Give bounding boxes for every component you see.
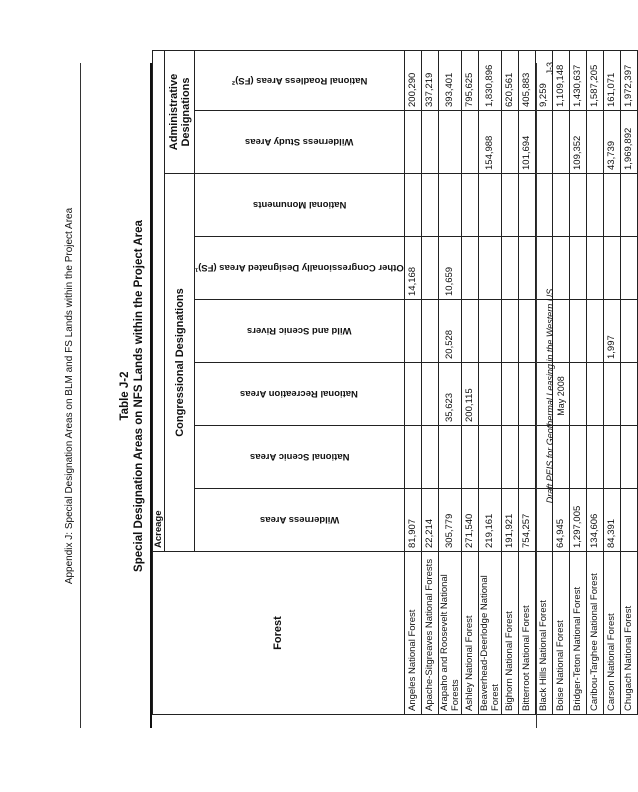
study-cell: 43,739 bbox=[603, 111, 620, 174]
wild-scenic-cell bbox=[461, 300, 478, 363]
forest-name-cell: Arapaho and Roosevelt National Forests bbox=[438, 552, 461, 715]
roadless-cell: 161,071 bbox=[603, 51, 620, 111]
other-cell bbox=[518, 237, 535, 300]
study-cell: 154,988 bbox=[478, 111, 501, 174]
other-cell bbox=[586, 237, 603, 300]
wild-scenic-cell bbox=[569, 300, 586, 363]
roadless-cell: 405,883 bbox=[518, 51, 535, 111]
col-scenic bbox=[195, 426, 405, 489]
col-wild-scenic bbox=[195, 300, 405, 363]
monuments-cell bbox=[478, 174, 501, 237]
other-cell bbox=[421, 237, 438, 300]
forest-name-cell: Bighorn National Forest bbox=[501, 552, 518, 715]
scenic-cell bbox=[461, 426, 478, 489]
wild-scenic-cell bbox=[586, 300, 603, 363]
wild-scenic-cell bbox=[501, 300, 518, 363]
monuments-cell bbox=[461, 174, 478, 237]
table-row bbox=[438, 51, 461, 715]
forest-name-cell: Black Hills National Forest bbox=[535, 552, 552, 715]
other-cell bbox=[501, 237, 518, 300]
recreation-cell bbox=[501, 363, 518, 426]
col-acreage: Acreage bbox=[153, 51, 165, 552]
study-cell bbox=[404, 111, 421, 174]
table-row bbox=[501, 51, 518, 715]
col-other-label: Other Congressionally Designated Areas (FS)¹ bbox=[195, 262, 404, 274]
study-cell: 1,969,892 bbox=[620, 111, 637, 174]
other-cell bbox=[478, 237, 501, 300]
recreation-cell bbox=[404, 363, 421, 426]
study-cell bbox=[421, 111, 438, 174]
forest-name-cell: Ashley National Forest bbox=[461, 552, 478, 715]
col-roadless-label: National Roadless Areas (FS)² bbox=[231, 75, 368, 86]
col-scenic-label: National Scenic Areas bbox=[249, 451, 350, 463]
recreation-cell bbox=[586, 363, 603, 426]
study-cell: 109,352 bbox=[569, 111, 586, 174]
table-row bbox=[586, 51, 603, 715]
recreation-cell: 200,115 bbox=[461, 363, 478, 426]
monuments-cell bbox=[438, 174, 461, 237]
monuments-cell bbox=[518, 174, 535, 237]
wild-scenic-cell: 1,997 bbox=[603, 300, 620, 363]
footer-doc-title: Draft PEIS for Geothermal Leasing in the Western US bbox=[545, 288, 555, 504]
wild-scenic-cell bbox=[404, 300, 421, 363]
roadless-cell: 1,109,148 bbox=[552, 51, 569, 111]
col-monuments-label: National Monuments bbox=[252, 199, 347, 211]
table-row bbox=[404, 51, 421, 715]
scenic-cell bbox=[518, 426, 535, 489]
page-number: J-3 bbox=[545, 62, 555, 75]
col-wilderness bbox=[195, 489, 405, 552]
col-recreation bbox=[195, 363, 405, 426]
wilderness-cell: 191,921 bbox=[501, 489, 518, 552]
wilderness-cell: 81,907 bbox=[404, 489, 421, 552]
study-cell bbox=[501, 111, 518, 174]
monuments-cell bbox=[603, 174, 620, 237]
scenic-cell bbox=[438, 426, 461, 489]
footer-date: May 2008 bbox=[556, 376, 566, 416]
wild-scenic-cell bbox=[478, 300, 501, 363]
footer-doc-block bbox=[545, 0, 567, 792]
wilderness-cell: 1,297,005 bbox=[569, 489, 586, 552]
scenic-cell bbox=[404, 426, 421, 489]
scenic-cell bbox=[620, 426, 637, 489]
table-row bbox=[421, 51, 438, 715]
wilderness-cell: 271,540 bbox=[461, 489, 478, 552]
col-wild-scenic-label: Wild and Scenic Rivers bbox=[247, 325, 352, 337]
col-roadless bbox=[195, 51, 405, 111]
header-rule bbox=[80, 63, 81, 728]
scenic-cell bbox=[501, 426, 518, 489]
table-subtitle: Special Designation Areas on NFS Lands within the Project Area bbox=[133, 220, 145, 572]
col-administrative-label: Administrative Designations bbox=[167, 73, 192, 151]
monuments-cell bbox=[569, 174, 586, 237]
roadless-cell: 393,401 bbox=[438, 51, 461, 111]
forest-name-cell: Chugach National Forest bbox=[620, 552, 637, 715]
recreation-cell bbox=[620, 363, 637, 426]
scenic-cell bbox=[603, 426, 620, 489]
table-row bbox=[518, 51, 535, 715]
table-row bbox=[569, 51, 586, 715]
scenic-cell bbox=[586, 426, 603, 489]
table-row bbox=[603, 51, 620, 715]
col-study bbox=[195, 111, 405, 174]
table-row bbox=[461, 51, 478, 715]
monuments-cell bbox=[586, 174, 603, 237]
monuments-cell bbox=[620, 174, 637, 237]
recreation-cell bbox=[569, 363, 586, 426]
forest-name-cell: Beaverhead-Deerlodge National Forest bbox=[478, 552, 501, 715]
col-congressional bbox=[165, 174, 195, 552]
scenic-cell bbox=[569, 426, 586, 489]
roadless-cell: 1,430,637 bbox=[569, 51, 586, 111]
wilderness-cell: 305,779 bbox=[438, 489, 461, 552]
col-forest: Forest bbox=[153, 552, 405, 715]
wild-scenic-cell bbox=[620, 300, 637, 363]
wild-scenic-cell bbox=[518, 300, 535, 363]
wilderness-cell: 754,257 bbox=[518, 489, 535, 552]
forest-name-cell: Bridger-Teton National Forest bbox=[569, 552, 586, 715]
col-study-label: Wilderness Study Areas bbox=[245, 136, 354, 148]
scenic-cell bbox=[478, 426, 501, 489]
other-cell: 14,168 bbox=[404, 237, 421, 300]
table-title-block bbox=[118, 0, 146, 792]
forest-name-cell: Boise National Forest bbox=[552, 552, 569, 715]
other-cell: 10,659 bbox=[438, 237, 461, 300]
study-cell bbox=[438, 111, 461, 174]
study-cell bbox=[586, 111, 603, 174]
monuments-cell bbox=[421, 174, 438, 237]
other-cell bbox=[569, 237, 586, 300]
scenic-cell bbox=[421, 426, 438, 489]
roadless-cell: 1,587,205 bbox=[586, 51, 603, 111]
other-cell bbox=[620, 237, 637, 300]
wilderness-cell: 219,161 bbox=[478, 489, 501, 552]
table-row bbox=[620, 51, 637, 715]
table-title: Table J-2 bbox=[119, 371, 131, 421]
wilderness-cell: 22,214 bbox=[421, 489, 438, 552]
wild-scenic-cell bbox=[421, 300, 438, 363]
roadless-cell: 1,972,397 bbox=[620, 51, 637, 111]
forest-name-cell: Carson National Forest bbox=[603, 552, 620, 715]
col-administrative bbox=[165, 51, 195, 174]
wilderness-cell: 64,945 bbox=[552, 489, 569, 552]
other-cell bbox=[603, 237, 620, 300]
forest-name-cell: Apache-Sitgreaves National Forests bbox=[421, 552, 438, 715]
roadless-cell: 337,219 bbox=[421, 51, 438, 111]
col-recreation-label: National Recreation Areas bbox=[240, 388, 359, 400]
forest-name-cell: Caribou-Targhee National Forest bbox=[586, 552, 603, 715]
monuments-cell bbox=[404, 174, 421, 237]
running-header: Appendix J: Special Designation Areas on BLM and FS Lands within the Project Area bbox=[64, 207, 75, 585]
table-body bbox=[404, 51, 637, 715]
recreation-cell bbox=[478, 363, 501, 426]
monuments-cell bbox=[501, 174, 518, 237]
recreation-cell bbox=[603, 363, 620, 426]
col-wilderness-label: Wilderness Areas bbox=[259, 514, 339, 526]
other-cell bbox=[461, 237, 478, 300]
study-cell bbox=[461, 111, 478, 174]
study-cell: 101,694 bbox=[518, 111, 535, 174]
wilderness-cell: 84,391 bbox=[603, 489, 620, 552]
col-congressional-label: Congressional Designations bbox=[173, 288, 186, 437]
forest-name-cell: Angeles National Forest bbox=[404, 552, 421, 715]
col-monuments bbox=[195, 174, 405, 237]
roadless-cell: 200,290 bbox=[404, 51, 421, 111]
table-row bbox=[478, 51, 501, 715]
col-other bbox=[195, 237, 405, 300]
recreation-cell bbox=[518, 363, 535, 426]
forest-name-cell: Bitterroot National Forest bbox=[518, 552, 535, 715]
wilderness-cell bbox=[620, 489, 637, 552]
wilderness-cell: 134,606 bbox=[586, 489, 603, 552]
recreation-cell bbox=[421, 363, 438, 426]
footer-rule bbox=[536, 63, 537, 728]
roadless-cell: 9,259 bbox=[535, 51, 552, 111]
roadless-cell: 620,561 bbox=[501, 51, 518, 111]
roadless-cell: 1,830,896 bbox=[478, 51, 501, 111]
wild-scenic-cell: 20,528 bbox=[438, 300, 461, 363]
roadless-cell: 795,625 bbox=[461, 51, 478, 111]
recreation-cell: 35,623 bbox=[438, 363, 461, 426]
